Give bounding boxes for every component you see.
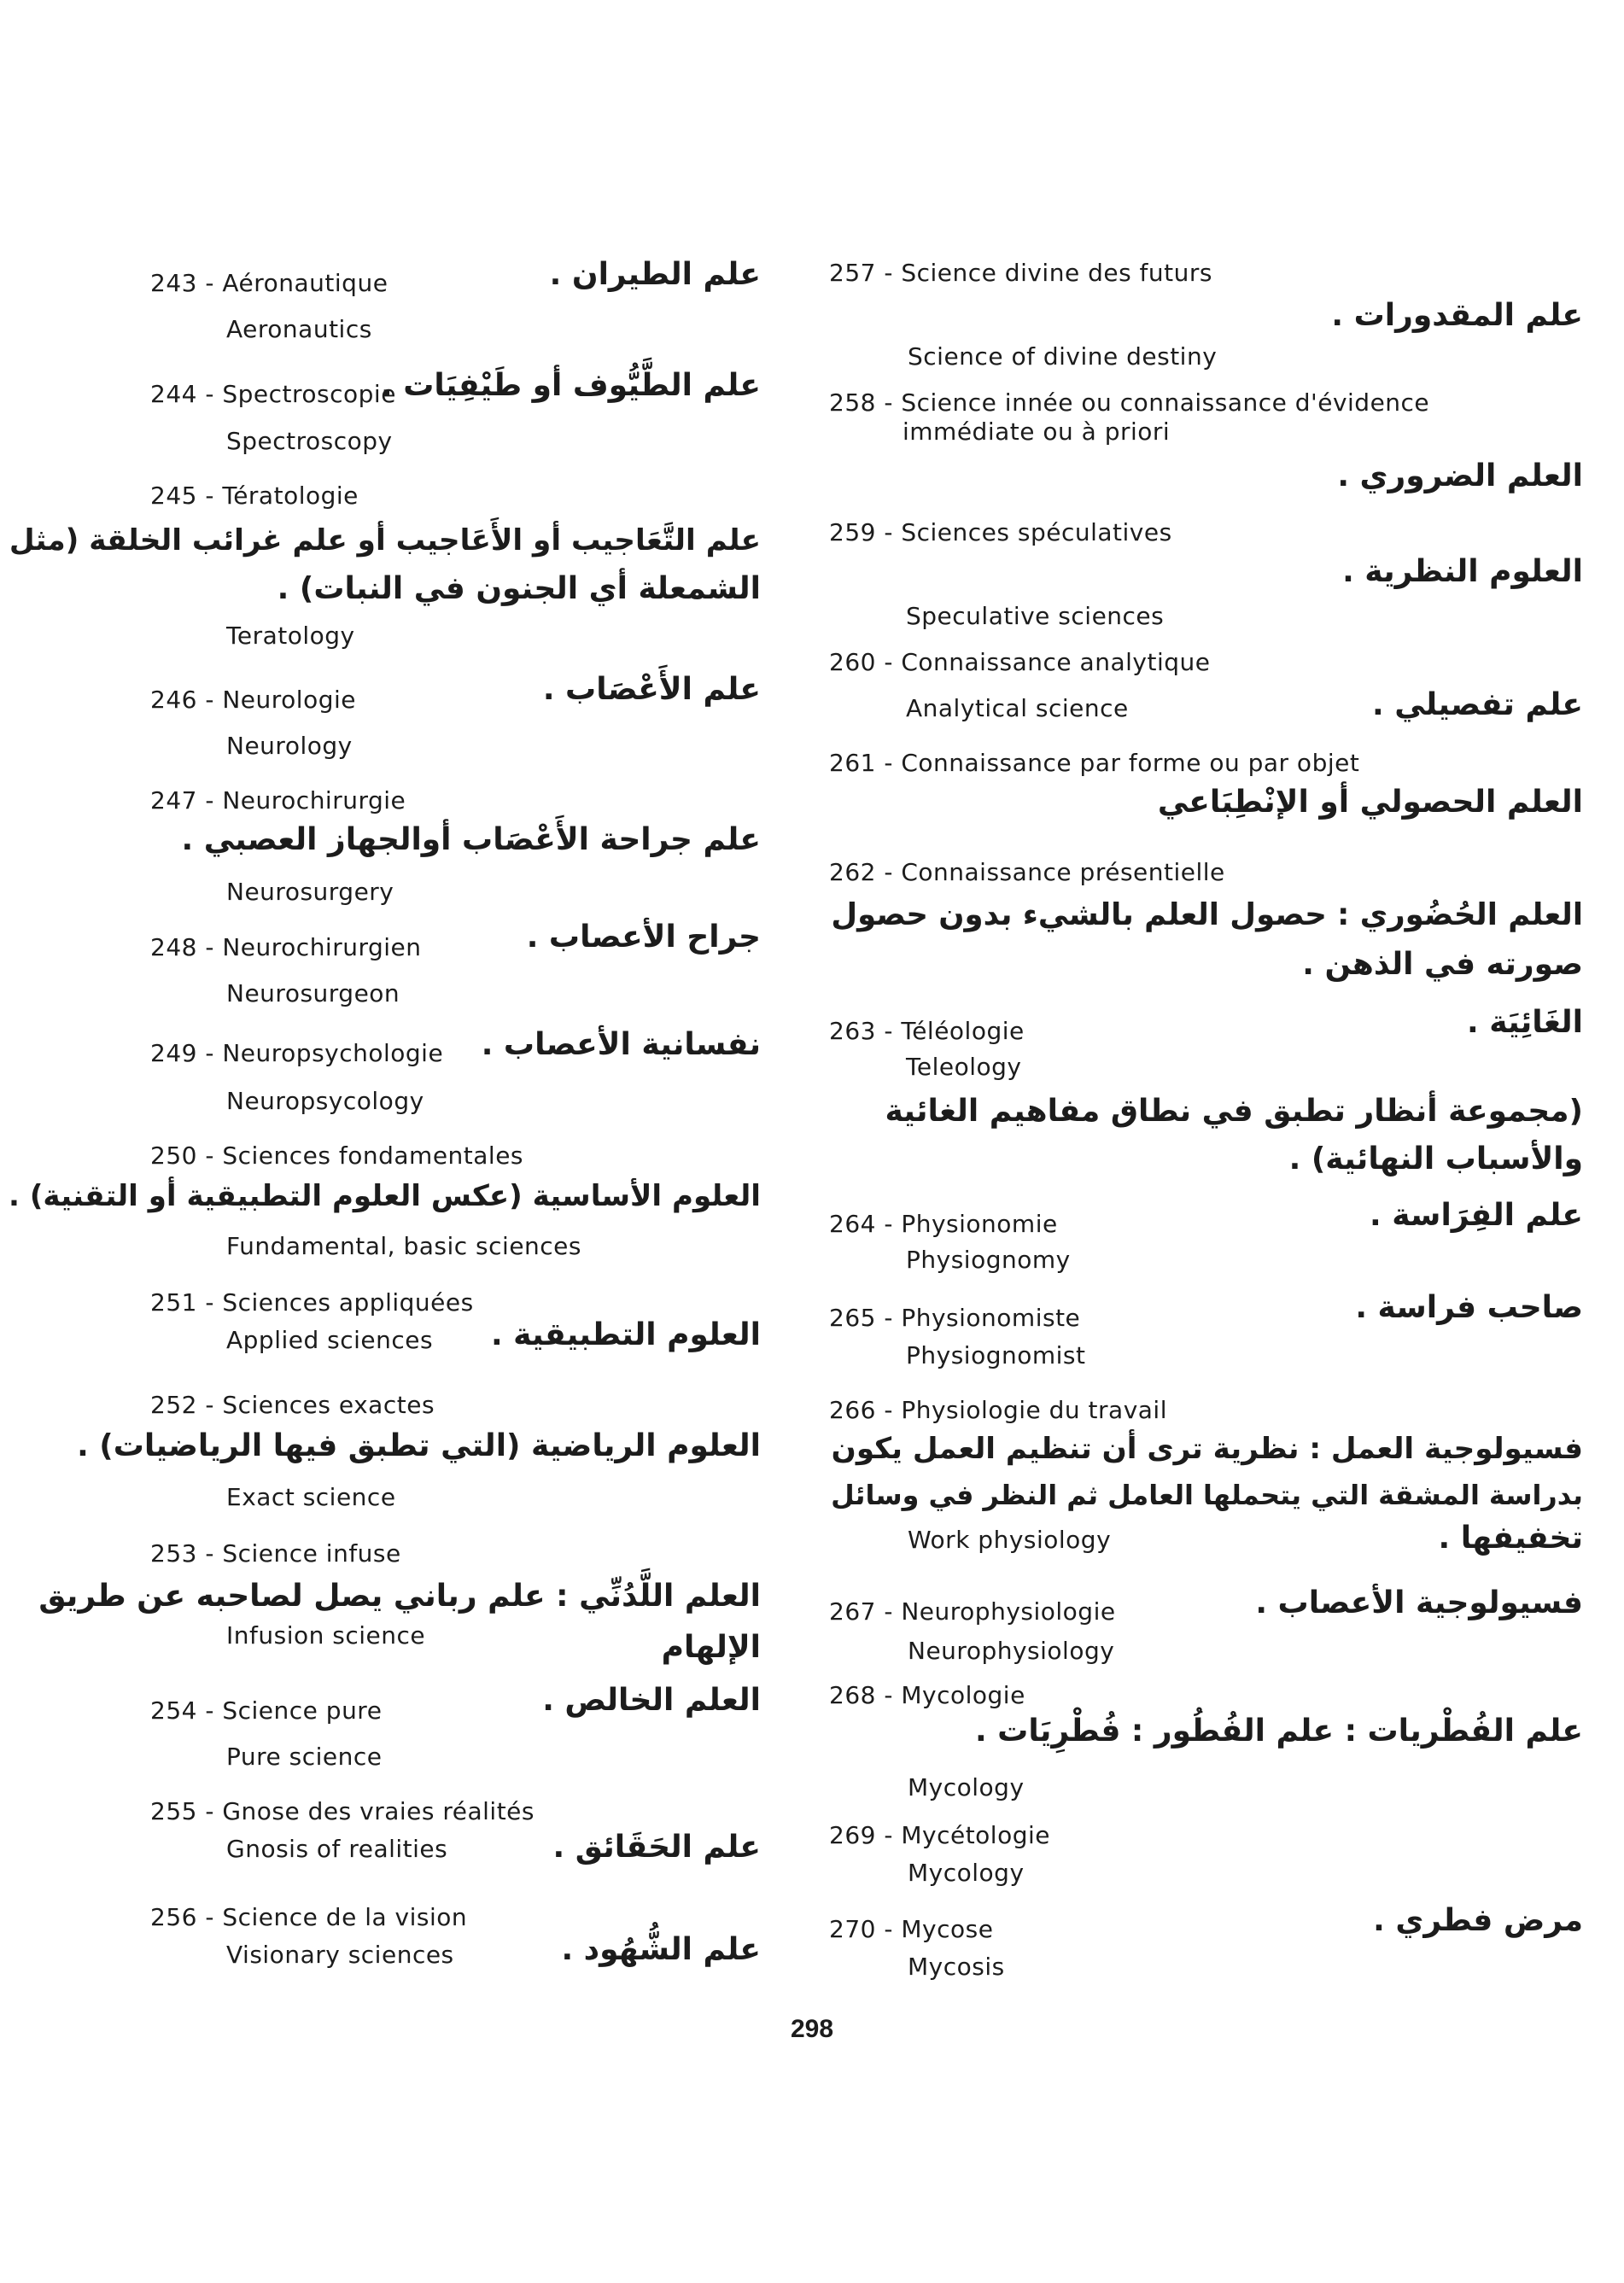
entry-248-english: Neurosurgeon	[226, 979, 400, 1007]
entry-262-arabic-line2: صورته في الذهن .	[1302, 947, 1583, 982]
entry-259-english: Speculative sciences	[906, 602, 1165, 630]
entry-263-arabic-line3: (مجموعة أنظار تطبق في نطاق مفاهيم الغائية	[885, 1094, 1583, 1129]
entry-267-french: 267 - Neurophysiologie	[829, 1597, 1116, 1626]
entry-264-french: 264 - Physionomie	[829, 1210, 1058, 1238]
entry-245-arabic-line2: الشمعلة أي الجنون في النبات) .	[277, 571, 761, 606]
entry-253-english: Infusion science	[226, 1621, 426, 1649]
entry-257-french: 257 - Science divine des futurs	[829, 259, 1212, 287]
entry-246-french: 246 - Neurologie	[150, 686, 356, 714]
entry-245-french: 245 - Tératologie	[150, 482, 359, 510]
entry-253-arabic-line2: الإلهام	[661, 1630, 761, 1665]
entry-254-english: Pure science	[226, 1743, 383, 1771]
entry-250-arabic: العلوم الأساسية (عكس العلوم التطبيقية أو التقنية) .	[9, 1179, 761, 1213]
page-number: 298	[790, 2015, 834, 2043]
entry-248-french: 248 - Neurochirurgien	[150, 933, 422, 961]
entry-261-arabic: العلم الحصولي أو الإنْطِبَاعي	[1157, 785, 1583, 820]
entry-243-english: Aeronautics	[226, 315, 372, 343]
entry-262-french: 262 - Connaissance présentielle	[829, 858, 1225, 886]
entry-249-english: Neuropsycology	[226, 1087, 424, 1115]
entry-270-french: 270 - Mycose	[829, 1915, 994, 1943]
entry-254-arabic: العلم الخالص .	[542, 1683, 761, 1718]
entry-270-english: Mycosis	[908, 1953, 1005, 1981]
entry-270-arabic: مرض فطري .	[1373, 1903, 1583, 1938]
entry-260-arabic: علم تفصيلي .	[1372, 687, 1583, 722]
entry-243-arabic: علم الطيران .	[549, 257, 761, 292]
entry-262-arabic: العلم الحُضُوري : حصول العلم بالشيء بدون حصول	[831, 897, 1583, 932]
entry-258-arabic: العلم الضروري .	[1337, 458, 1583, 493]
entry-251-french: 251 - Sciences appliquées	[150, 1288, 474, 1317]
entry-243-french: 243 - Aéronautique	[150, 269, 388, 297]
entry-265-french: 265 - Physionomiste	[829, 1304, 1081, 1332]
entry-257-english: Science of divine destiny	[908, 342, 1218, 371]
entry-252-arabic: العلوم الرياضية (التي تطبق فيها الرياضيات) .	[77, 1428, 761, 1463]
entry-247-arabic: علم جراحة الأَعْصَاب أوالجهاز العصبي .	[181, 822, 761, 857]
entry-260-french: 260 - Connaissance analytique	[829, 648, 1211, 676]
entry-266-arabic-line2: بدراسة المشقة التي يتحملها العامل ثم النظر في وسائل	[831, 1479, 1583, 1511]
entry-265-arabic: صاحب فراسة .	[1355, 1290, 1583, 1325]
entry-268-english: Mycology	[908, 1773, 1025, 1801]
entry-248-arabic: جراح الأعصاب .	[526, 920, 761, 955]
entry-245-arabic: علم التَّعَاجيب أو الأَعَاجيب أو علم غرائب الخلقة (مثل	[9, 523, 761, 558]
entry-246-arabic: علم الأَعْصَاب .	[542, 672, 761, 707]
entry-258-french-line2: immédiate ou à priori	[903, 417, 1171, 446]
entry-244-french: 244 - Spectroscopie	[150, 380, 396, 408]
entry-263-english: Teleology	[906, 1053, 1022, 1081]
entry-264-english: Physiognomy	[906, 1246, 1071, 1274]
entry-257-arabic: علم المقدورات .	[1331, 298, 1583, 333]
entry-251-arabic: العلوم التطبيقية .	[490, 1317, 761, 1352]
entry-255-english: Gnosis of realities	[226, 1835, 448, 1863]
entry-260-english: Analytical science	[906, 694, 1129, 722]
entry-264-arabic: علم الفِرَاسة .	[1370, 1198, 1583, 1233]
entry-263-french: 263 - Téléologie	[829, 1017, 1025, 1045]
entry-258-french: 258 - Science innée ou connaissance d'évidence	[829, 388, 1430, 417]
entry-256-arabic: علم الشُّهُود .	[561, 1932, 761, 1967]
entry-269-french: 269 - Mycétologie	[829, 1821, 1050, 1849]
entry-249-arabic: نفسانية الأعصاب .	[481, 1027, 761, 1062]
entry-267-arabic: فسيولوجية الأعصاب .	[1255, 1585, 1583, 1620]
entry-263-arabic-line4: والأسباب النهائية) .	[1288, 1142, 1583, 1177]
entry-256-french: 256 - Science de la vision	[150, 1903, 468, 1931]
entry-247-english: Neurosurgery	[226, 878, 394, 906]
entry-255-arabic: علم الحَقَائق .	[552, 1830, 761, 1865]
entry-268-french: 268 - Mycologie	[829, 1681, 1025, 1709]
entry-249-french: 249 - Neuropsychologie	[150, 1039, 444, 1067]
entry-267-english: Neurophysiology	[908, 1637, 1115, 1665]
entry-245-english: Teratology	[226, 622, 355, 650]
entry-259-arabic: العلوم النظرية .	[1342, 554, 1583, 589]
entry-254-french: 254 - Science pure	[150, 1696, 383, 1725]
entry-263-arabic: الغَائِيَة .	[1467, 1005, 1583, 1040]
entry-266-arabic: فسيولوجية العمل : نظرية ترى أن تنظيم العمل يكون	[831, 1432, 1583, 1466]
entry-266-french: 266 - Physiologie du travail	[829, 1396, 1167, 1424]
entry-247-french: 247 - Neurochirurgie	[150, 786, 406, 815]
entry-269-english: Mycology	[908, 1859, 1025, 1887]
entry-244-arabic: علم الطَّيُّوف أو طَيْفِيَات .	[381, 368, 761, 403]
entry-253-arabic: العلم اللَّدُنِّي : علم رباني يصل لصاحبه عن طريق	[38, 1579, 761, 1614]
entry-268-arabic: علم الفُطْريات : علم الفُطُور : فُطْرِيَات .	[974, 1714, 1583, 1749]
entry-252-english: Exact science	[226, 1483, 396, 1511]
entry-251-english: Applied sciences	[226, 1326, 434, 1354]
entry-244-english: Spectroscopy	[226, 427, 393, 455]
entry-246-english: Neurology	[226, 732, 353, 760]
entry-261-french: 261 - Connaissance par forme ou par objet	[829, 749, 1360, 777]
entry-266-arabic-line3: تخفيفها .	[1438, 1521, 1583, 1556]
entry-259-french: 259 - Sciences spéculatives	[829, 518, 1172, 546]
entry-265-english: Physiognomist	[906, 1341, 1086, 1369]
entry-250-english: Fundamental, basic sciences	[226, 1232, 581, 1260]
entry-255-french: 255 - Gnose des vraies réalités	[150, 1797, 535, 1825]
entry-253-french: 253 - Science infuse	[150, 1539, 401, 1568]
entry-252-french: 252 - Sciences exactes	[150, 1391, 435, 1419]
entry-256-english: Visionary sciences	[226, 1941, 454, 1969]
entry-266-english: Work physiology	[908, 1526, 1112, 1554]
entry-250-french: 250 - Sciences fondamentales	[150, 1142, 524, 1170]
